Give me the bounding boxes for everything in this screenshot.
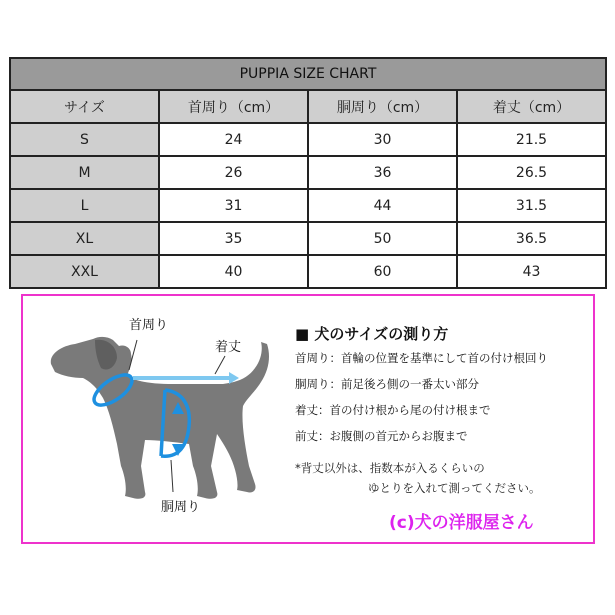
table-header-row <box>10 90 606 123</box>
column-header: 着丈（cm） <box>457 90 606 123</box>
size-chart-table <box>9 57 607 289</box>
dog-silhouette-icon <box>33 306 283 536</box>
size-label: L <box>10 189 159 222</box>
table-title: PUPPIA SIZE CHART <box>10 58 606 90</box>
length-pointer-line <box>215 356 225 374</box>
table-cell: 50 <box>308 222 457 255</box>
guide-heading: ■ 犬のサイズの測り方 <box>295 325 449 343</box>
column-header: 首周り（cm） <box>159 90 308 123</box>
dog-body-shape <box>51 337 269 499</box>
size-label: XL <box>10 222 159 255</box>
table-cell: 35 <box>159 222 308 255</box>
chest-label: 胴周り <box>161 500 201 515</box>
size-label: S <box>10 123 159 156</box>
guide-line-length: 着丈：首の付け根から尾の付け根まで <box>295 403 491 417</box>
table-row <box>10 189 606 222</box>
column-header: 胴周り（cm） <box>308 90 457 123</box>
table-cell: 36 <box>308 156 457 189</box>
table-cell: 31.5 <box>457 189 606 222</box>
length-label: 着丈 <box>215 340 242 355</box>
table-cell: 26 <box>159 156 308 189</box>
table-cell: 26.5 <box>457 156 606 189</box>
table-cell: 30 <box>308 123 457 156</box>
chest-pointer-line <box>171 460 173 492</box>
table-cell: 44 <box>308 189 457 222</box>
neck-label: 首周り <box>129 318 169 333</box>
table-cell: 40 <box>159 255 308 288</box>
table-cell: 36.5 <box>457 222 606 255</box>
size-label: M <box>10 156 159 189</box>
guide-note-continued: ゆとりを入れて測ってください。 <box>368 481 541 495</box>
dog-diagram <box>33 306 283 536</box>
table-cell: 60 <box>308 255 457 288</box>
table-row <box>10 123 606 156</box>
measurement-guide-box <box>21 294 595 544</box>
table-cell: 21.5 <box>457 123 606 156</box>
guide-line-neck: 首周り：首輪の位置を基準にして首の付け根回り <box>295 351 548 365</box>
brand-logo: (c)犬の洋服屋さん <box>389 513 534 533</box>
table-row <box>10 255 606 288</box>
table-row <box>10 156 606 189</box>
column-header: サイズ <box>10 90 159 123</box>
table-row <box>10 222 606 255</box>
guide-line-front: 前丈：お腹側の首元からお腹まで <box>295 429 468 443</box>
guide-note: *背丈以外は、指数本が入るくらいの <box>295 461 485 475</box>
table-cell: 24 <box>159 123 308 156</box>
guide-line-chest: 胴周り：前足後ろ側の一番太い部分 <box>295 377 479 391</box>
size-label: XXL <box>10 255 159 288</box>
table-cell: 43 <box>457 255 606 288</box>
table-cell: 31 <box>159 189 308 222</box>
